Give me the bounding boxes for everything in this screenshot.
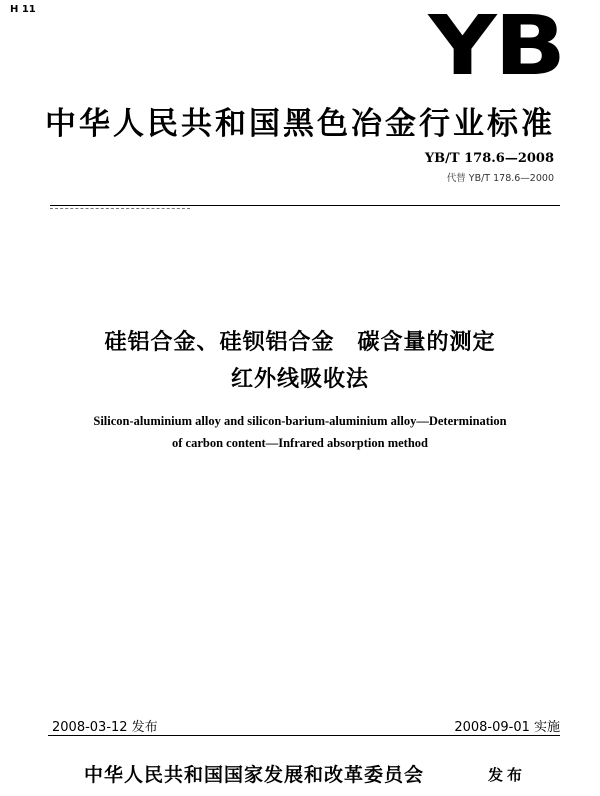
footer-divider: [48, 735, 560, 736]
publish-label: 发布: [488, 766, 527, 784]
issuing-authority: 中华人民共和国国家发展和改革委员会: [84, 764, 425, 786]
classification-code: H 11: [10, 4, 36, 15]
header-divider-dashed: [50, 208, 190, 209]
standard-title: 中华人民共和国黑色冶金行业标准: [45, 106, 555, 142]
title-english-line1: Silicon-aluminium alloy and silicon-barium-aluminium alloy—Determination: [93, 414, 507, 428]
title-english-line2: of carbon content—Infrared absorption method: [171, 436, 429, 450]
issue-date: 2008-03-12 发布: [52, 720, 158, 735]
title-chinese-line2: 红外线吸收法: [230, 367, 369, 392]
implementation-date: 2008-09-01 实施: [454, 720, 560, 735]
replaces-note: 代替 YB/T 178.6—2000: [446, 173, 554, 184]
title-chinese-line1: 硅铝合金、硅钡铝合金 碳含量的测定: [104, 330, 496, 355]
header-divider: [50, 205, 560, 206]
standard-number: YB/T 178.6—2008: [424, 151, 554, 166]
yb-logo: YB: [428, 0, 564, 94]
